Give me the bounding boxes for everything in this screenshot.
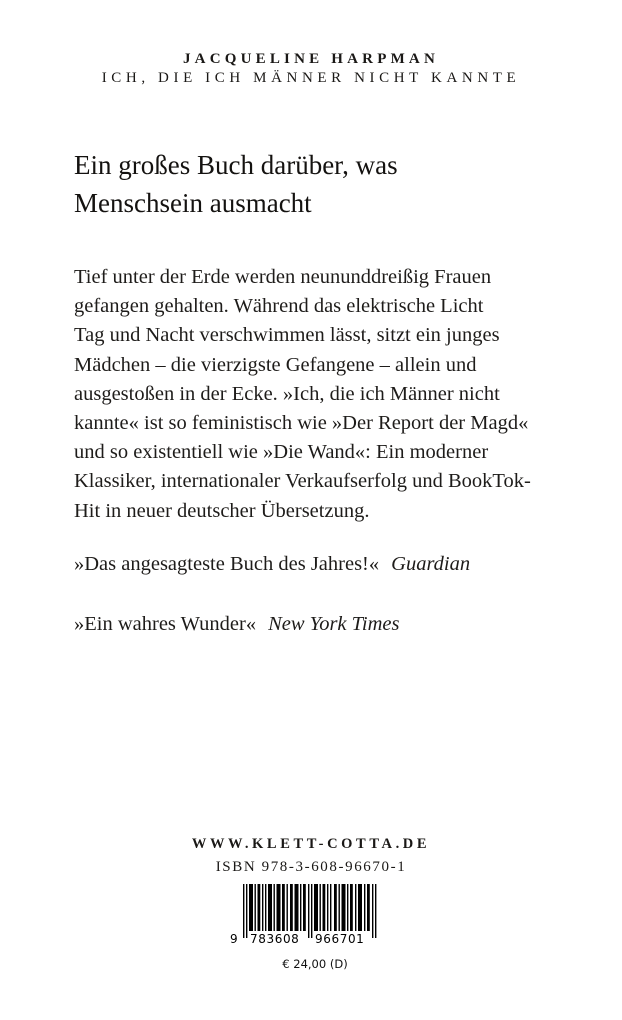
review-quote bbox=[74, 611, 400, 637]
blurb-line: kannte« ist so feministisch wie »Der Report der Magd« bbox=[74, 412, 529, 435]
quote-source: New York Times bbox=[268, 613, 400, 635]
quote-text: »Das angesagteste Buch des Jahres!« bbox=[74, 553, 380, 575]
blurb-line: Hit in neuer deutscher Übersetzung. bbox=[74, 499, 370, 522]
blurb-line: Tief unter der Erde werden neununddreißig Frauen bbox=[74, 266, 492, 288]
publisher-website: WWW.KLETT-COTTA.DE bbox=[191, 836, 431, 852]
headline-line: Menschsein ausmacht bbox=[74, 188, 312, 218]
blurb-paragraph bbox=[74, 263, 574, 526]
blurb-line: ausgestoßen in der Ecke. »Ich, die ich Männer nicht bbox=[74, 382, 500, 405]
review-quote bbox=[74, 551, 470, 577]
isbn-number: ISBN 978-3-608-96670-1 bbox=[215, 859, 407, 875]
headline-line: Ein großes Buch darüber, was bbox=[74, 150, 398, 180]
blurb-line: Tag und Nacht verschwimmen lässt, sitzt ein junges bbox=[74, 324, 500, 347]
barcode-icon bbox=[228, 884, 398, 948]
blurb-line: Klassiker, internationaler Verkaufserfolg und BookTok- bbox=[74, 470, 531, 493]
headline bbox=[74, 146, 574, 222]
barcode-left-digits: 783608 bbox=[250, 932, 300, 946]
cover-header bbox=[0, 50, 622, 87]
blurb-line: gefangen gehalten. Während das elektrische Licht bbox=[74, 295, 484, 318]
blurb-line: und so existentiell wie »Die Wand«: Ein moderner bbox=[74, 441, 489, 464]
barcode-right-digits: 966701 bbox=[315, 932, 365, 946]
quote-text: »Ein wahres Wunder« bbox=[74, 613, 257, 635]
book-title: ICH, DIE ICH MÄNNER NICHT KANNTE bbox=[101, 70, 521, 86]
price-label: € 24,00 (D) bbox=[282, 957, 348, 971]
barcode-lead-digit: 9 bbox=[230, 932, 238, 946]
author-name: JACQUELINE HARPMAN bbox=[182, 51, 440, 67]
blurb-line: Mädchen – die vierzigste Gefangene – allein und bbox=[74, 353, 477, 376]
quote-source: Guardian bbox=[391, 553, 471, 575]
